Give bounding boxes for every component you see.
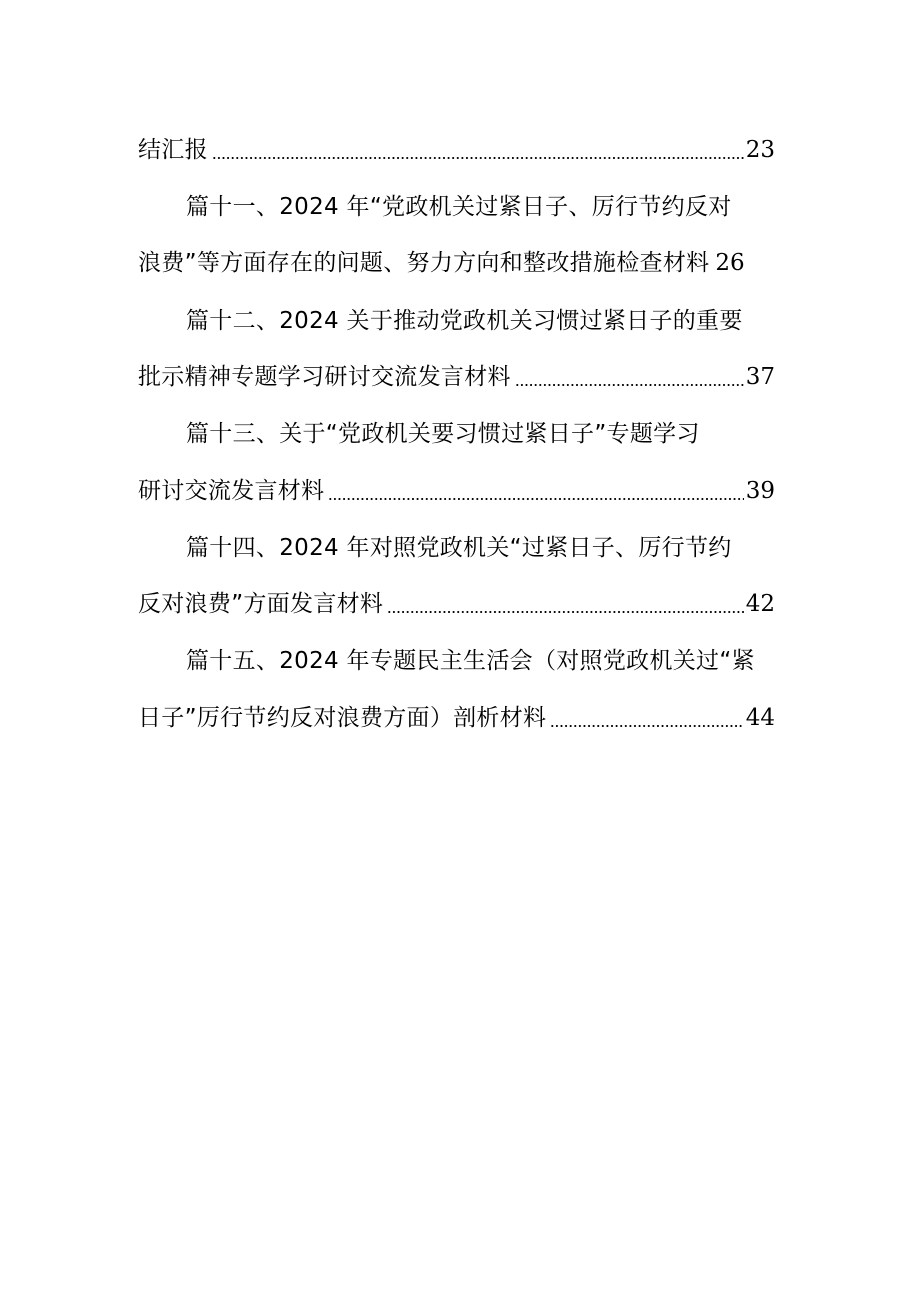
toc-entry-0-line[interactable]: [138, 133, 775, 167]
toc-entry-12-title[interactable]: [186, 304, 775, 338]
toc-entry-text: 篇十三、关于“党政机关要习惯过紧日子”专题学习: [186, 421, 700, 447]
toc-entry-text: 研讨交流发言材料: [138, 478, 325, 504]
toc-entry-text: 篇十四、2024 年对照党政机关“过紧日子、厉行节约: [186, 535, 732, 561]
toc-entry-15-line[interactable]: [138, 701, 775, 735]
toc-page-number: 42: [745, 591, 775, 617]
toc-entry-text: 篇十五、2024 年专题民主生活会（对照党政机关过“紧: [186, 648, 755, 674]
toc-entry-11-title[interactable]: [186, 190, 775, 224]
toc-entry-14-line[interactable]: [138, 587, 775, 621]
toc-entry-11-line[interactable]: [138, 246, 775, 280]
toc-entry-13-line[interactable]: [138, 474, 775, 508]
toc-entry-text: 批示精神专题学习研讨交流发言材料: [138, 364, 511, 390]
toc-dot-leader: [550, 724, 743, 728]
toc-dot-leader: [515, 383, 744, 387]
toc-entry-text: 篇十二、2024 关于推动党政机关习惯过紧日子的重要: [186, 308, 743, 334]
toc-entry-13-title[interactable]: [186, 417, 775, 451]
toc-entry-12-line[interactable]: [138, 360, 775, 394]
toc-dot-leader: [212, 156, 744, 160]
toc-entry-text: 结汇报: [138, 137, 208, 163]
toc-page-number: 37: [745, 364, 775, 390]
toc-entry-text: 浪费”等方面存在的问题、努力方向和整改措施检查材料: [138, 250, 710, 276]
toc-page-number: 39: [745, 478, 775, 504]
toc-dot-leader: [328, 497, 743, 501]
toc-page-number: 23: [745, 137, 775, 163]
toc-entry-text: 反对浪费”方面发言材料: [138, 591, 384, 617]
toc-page-number: 44: [745, 705, 775, 731]
toc-entry-15-title[interactable]: [186, 644, 775, 678]
toc-dot-leader: [387, 610, 744, 614]
toc-entry-14-title[interactable]: [186, 531, 775, 565]
toc-entry-text: 篇十一、2024 年“党政机关过紧日子、厉行节约反对: [186, 194, 732, 220]
toc-entry-text: 日子”厉行节约反对浪费方面）剖析材料: [138, 705, 547, 731]
toc-page-number: 26: [715, 250, 745, 276]
